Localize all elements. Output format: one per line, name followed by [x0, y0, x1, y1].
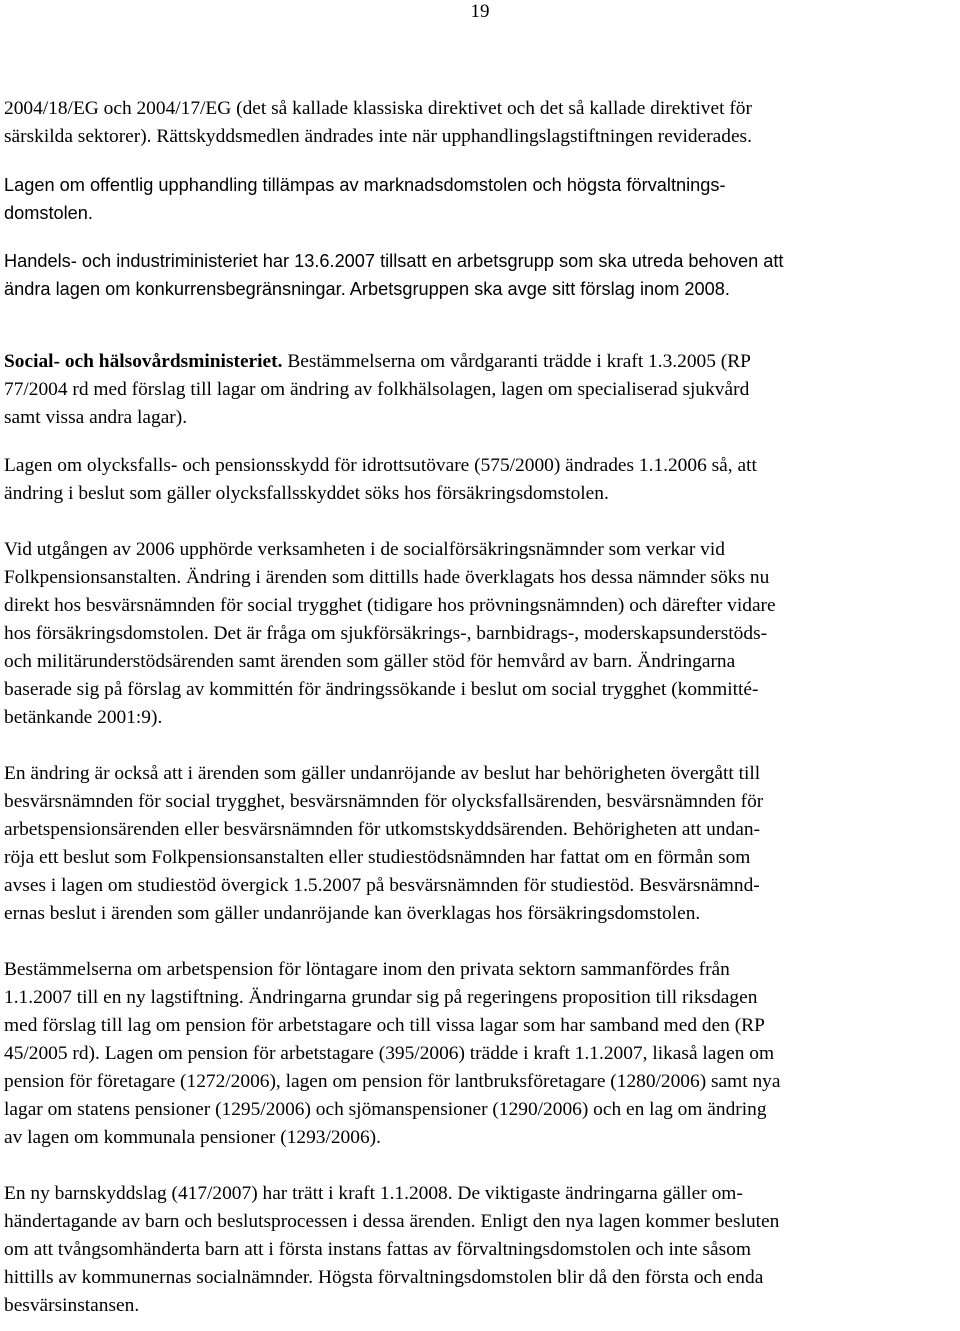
page-number: 19: [470, 1, 490, 22]
text-line: En ny barnskyddslag (417/2007) har trätt i kraft 1.1.2008. De viktigaste ändringarna gäller om-: [4, 1183, 743, 1204]
paragraph-earnings-pension: [4, 956, 954, 1152]
text-line: besvärsnämnden för social trygghet, besvärsnämnden för olycksfallsärenden, besvärsnämnden för: [4, 791, 764, 812]
text-line: om att tvångsomhänderta barn att i första instans fattas av förvaltningsdomstolen och inte såsom: [4, 1239, 751, 1260]
text-line: 1.1.2007 till en ny lagstiftning. Ändringarna grundar sig på regeringens proposition till riksdagen: [4, 987, 758, 1008]
text-line: direkt hos besvärsnämnden för social trygghet (tidigare hos prövningsnämnden) och därefter vidare: [4, 595, 776, 616]
text-line: 77/2004 rd med förslag till lagar om ändring av folkhälsolagen, lagen om specialiserad sjukvård: [4, 379, 750, 400]
text-line: lagar om statens pensioner (1295/2006) och sjömanspensioner (1290/2006) och en lag om ändring: [4, 1099, 767, 1120]
text-line: pension för företagare (1272/2006), lagen om pension för lantbruksföretagare (1280/2006) samt nya: [4, 1071, 781, 1092]
text-line: hos försäkringsdomstolen. Det är fråga om sjukförsäkrings-, barnbidrags-, moderskapsunderstöds-: [4, 623, 768, 644]
text-line: av lagen om kommunala pensioner (1293/2006).: [4, 1127, 381, 1148]
text-line: Handels- och industriministeriet har 13.6.2007 tillsatt en arbetsgrupp som ska utreda behoven att: [4, 251, 784, 271]
text-line: avses i lagen om studiestöd övergick 1.5.2007 på besvärsnämnden för studiestöd. Besvärsnämnd-: [4, 875, 760, 896]
paragraph-social-insurance-boards: [4, 536, 954, 732]
text-line: samt vissa andra lagar).: [4, 407, 188, 428]
text-line: röja ett beslut som Folkpensionsanstalten eller studiestödsnämnden har fattat om en förmån som: [4, 847, 751, 868]
paragraph-social-health-ministry: [4, 348, 954, 432]
text-line: besvärsinstansen.: [4, 1295, 140, 1316]
heading-line-rest: Bestämmelserna om vårdgaranti trädde i kraft 1.3.2005 (RP: [282, 351, 751, 372]
document-body: [4, 95, 954, 1320]
paragraph-athletes-insurance: [4, 452, 954, 508]
text-line: särskilda sektorer). Rättskyddsmedlen ändrades inte när upphandlingslagstiftningen reviderades.: [4, 126, 752, 147]
section-heading: Social- och hälsovårdsministeriet.: [4, 351, 283, 372]
paragraph-directives: [4, 95, 954, 151]
text-line: Lagen om olycksfalls- och pensionsskydd för idrottsutövare (575/2000) ändrades 1.1.2006 så, att: [4, 455, 757, 476]
text-line: baserade sig på förslag av kommittén för ändringssökande i beslut om social trygghet (kommitté-: [4, 679, 759, 700]
text-line: Bestämmelserna om arbetspension för löntagare inom den privata sektorn sammanfördes från: [4, 959, 730, 980]
text-line: ändra lagen om konkurrensbegränsningar. Arbetsgruppen ska avge sitt förslag inom 2008.: [4, 279, 730, 299]
text-line: Vid utgången av 2006 upphörde verksamheten i de socialförsäkringsnämnder som verkar vid: [4, 539, 725, 560]
text-line: Lagen om offentlig upphandling tillämpas av marknadsdomstolen och högsta förvaltnings-: [4, 175, 726, 195]
text-line: Folkpensionsanstalten. Ändring i ärenden som dittills hade överklagats hos dessa nämnder söks nu: [4, 567, 770, 588]
text-line: ernas beslut i ärenden som gäller undanröjande kan överklagas hos försäkringsdomstolen.: [4, 903, 701, 924]
text-line: domstolen.: [4, 203, 93, 223]
text-line: 45/2005 rd). Lagen om pension för arbetstagare (395/2006) trädde i kraft 1.1.2007, likaså lagen om: [4, 1043, 775, 1064]
paragraph-child-welfare: [4, 1180, 954, 1320]
text-line: och militärunderstödsärenden samt ärenden som gäller stöd för hemvård av barn. Ändringarna: [4, 651, 736, 672]
text-line: 2004/18/EG och 2004/17/EG (det så kallade klassiska direktivet och det så kallade direktivet för: [4, 98, 752, 119]
text-line: [4, 348, 954, 376]
text-line: händertagande av barn och beslutsprocessen i dessa ärenden. Enligt den nya lagen kommer besluten: [4, 1211, 780, 1232]
text-line: med förslag till lag om pension för arbetstagare och till vissa lagar som har samband med den (RP: [4, 1015, 765, 1036]
paragraph-procurement-courts: [4, 171, 954, 227]
text-line: ändring i beslut som gäller olycksfallsskyddet söks hos försäkringsdomstolen.: [4, 483, 609, 504]
text-line: betänkande 2001:9).: [4, 707, 163, 728]
paragraph-competition-workgroup: [4, 247, 954, 303]
paragraph-annulment-of-decisions: [4, 760, 954, 928]
text-line: hittills av kommunernas socialnämnder. Högsta förvaltningsdomstolen blir då den första och enda: [4, 1267, 764, 1288]
text-line: arbetspensionsärenden eller besvärsnämnden för utkomstskyddsärenden. Behörigheten att undan-: [4, 819, 761, 840]
text-line: En ändring är också att i ärenden som gäller undanröjande av beslut har behörigheten övergått till: [4, 763, 761, 784]
